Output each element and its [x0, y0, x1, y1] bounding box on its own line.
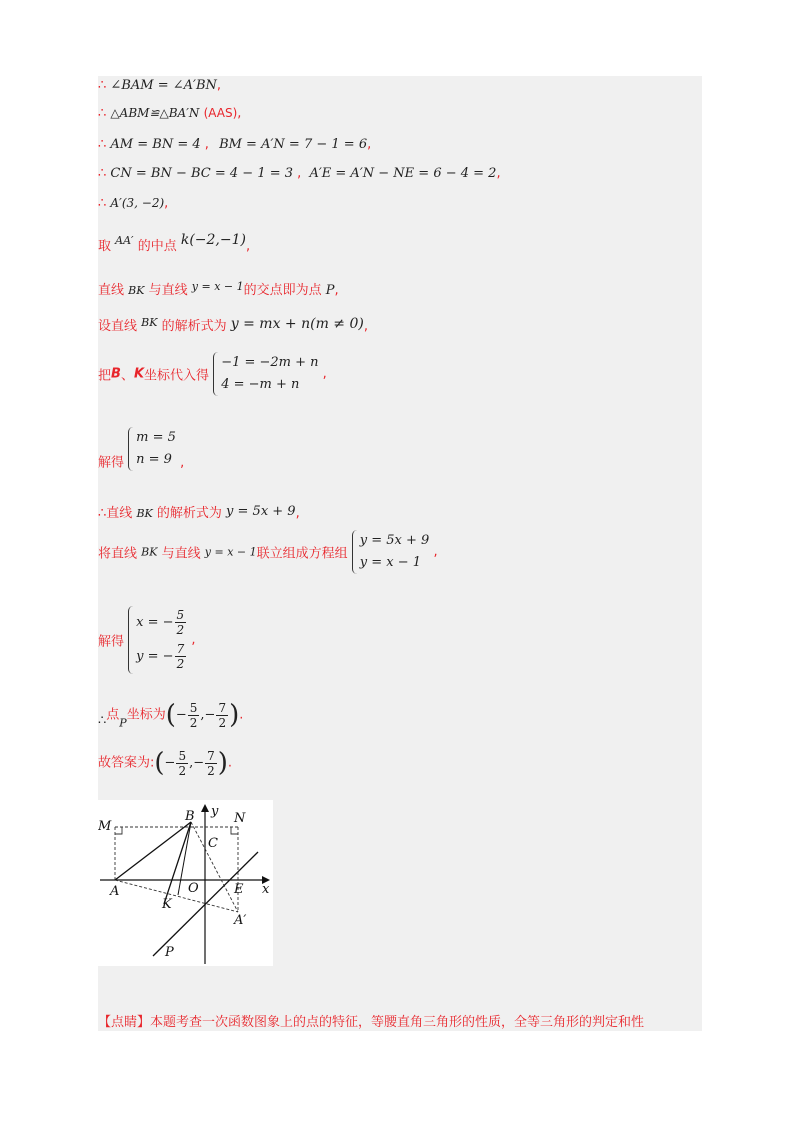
math-expression: BK	[141, 545, 158, 559]
comma: ,	[433, 544, 438, 560]
text: 坐标为	[126, 707, 166, 723]
right-paren: )	[229, 700, 240, 730]
therefore-symbol: ∴	[98, 78, 107, 93]
equation-row: n = 9	[136, 452, 172, 467]
comma: ,	[204, 137, 209, 152]
therefore-symbol: ∴	[98, 506, 107, 521]
comma: ,	[180, 455, 185, 471]
period: .	[239, 707, 244, 723]
equation-row: m = 5	[136, 430, 176, 445]
math-expression: y = x − 1	[204, 545, 257, 559]
label-x: x	[262, 882, 270, 897]
therefore-symbol: ∴	[98, 196, 107, 211]
text: 的中点	[137, 239, 177, 254]
label-b: B	[185, 809, 195, 824]
comma: ,	[297, 166, 302, 181]
fraction: $\frac{7}{2}$	[207, 748, 215, 778]
equation-row: y = − $\frac{7}{2}$	[136, 642, 185, 671]
therefore-symbol: ∴	[98, 166, 107, 181]
left-paren: (	[154, 748, 165, 778]
equation-row: x = − $\frac{5}{2}$	[136, 608, 185, 637]
equation-row: y = 5x + 9	[359, 533, 430, 548]
math-expression: k(−2,−1)	[180, 232, 246, 248]
fraction: $\frac{5}{2}$	[189, 700, 198, 730]
math-expression: △ABM≌△BA′N	[110, 106, 200, 120]
comment-line	[98, 1011, 644, 1030]
text: 解得	[98, 455, 125, 471]
line-bk-formula	[98, 502, 300, 521]
comma: ,	[191, 632, 196, 648]
line-midpoint	[98, 232, 250, 254]
math-expression: y = x − 1	[191, 280, 244, 293]
label-c: C	[208, 836, 218, 851]
text: 、	[120, 368, 134, 384]
comma: ,	[295, 506, 300, 521]
answer-label: 故答案为:	[98, 755, 155, 771]
text: 点	[106, 707, 120, 723]
figure-svg	[98, 800, 273, 966]
text: 的解析式为	[156, 506, 222, 521]
line-solve-xy	[98, 606, 195, 674]
math-expression: BK	[136, 507, 153, 520]
text: 的交点即为点	[243, 283, 322, 298]
math-expression: AA′	[115, 234, 134, 247]
fraction: $\frac{7}{2}$	[176, 642, 185, 671]
comma: ,	[216, 78, 222, 93]
line-intersection	[98, 279, 339, 298]
fraction: $\frac{7}{2}$	[218, 700, 227, 730]
segment-ab	[115, 822, 191, 880]
text: 直线	[106, 506, 133, 521]
label-o: O	[188, 881, 199, 896]
line-solve-mn	[98, 427, 184, 471]
text: 设直线	[98, 319, 138, 334]
math-expression: P	[325, 283, 335, 298]
text: 的解析式为	[161, 319, 227, 334]
equation-system	[128, 606, 187, 674]
math-expression: CN = BN − BC = 4 − 1 = 3	[110, 166, 294, 181]
line-point-a-prime	[98, 196, 168, 211]
line-point-p: ∴点$_P$坐标为(− $\frac{5}{2}$ ,− $\frac{7}{2}$ ).	[98, 700, 244, 730]
math-expression: y = 5x + 9	[226, 504, 296, 519]
point-k: K	[133, 366, 145, 382]
text: 把	[98, 368, 112, 384]
math-expression: A′E = A′N − NE = 6 − 4 = 2	[309, 166, 497, 181]
label-a-prime: A′	[234, 913, 247, 928]
line-substitute	[98, 352, 327, 396]
comma: ,	[334, 283, 339, 298]
label-n: N	[234, 811, 246, 826]
comment-tag: 【点睛】	[98, 1015, 151, 1030]
text: 与直线	[161, 546, 201, 562]
label-m: M	[98, 819, 112, 834]
therefore-symbol: ∴	[98, 106, 107, 121]
brace	[128, 427, 135, 471]
line-congruence	[98, 106, 241, 121]
text: 解得	[98, 634, 125, 650]
comma: ,	[322, 366, 327, 382]
therefore-symbol: ∴	[98, 713, 107, 729]
brace	[128, 606, 135, 674]
label-p: P	[165, 945, 174, 960]
right-angle-mark	[231, 827, 238, 834]
equation-system	[213, 352, 318, 396]
label-k: K	[162, 897, 172, 912]
geometry-figure	[98, 800, 273, 966]
fraction: $\frac{5}{2}$	[178, 748, 187, 778]
aas-note: (AAS)	[203, 106, 238, 120]
math-expression: BK	[128, 284, 145, 297]
line-lengths	[98, 137, 371, 152]
label-y: y	[211, 804, 219, 819]
math-expression: BM = A′N = 7 − 1 = 6	[219, 137, 368, 152]
therefore-symbol: ∴	[98, 137, 107, 152]
line-answer: 故答案为:(− $\frac{5}{2}$ ,− $\frac{7}{2}$ ).	[98, 748, 233, 778]
period: .	[227, 755, 233, 771]
math-expression: P	[119, 716, 127, 730]
math-expression: BK	[141, 316, 158, 329]
text: 坐标代入得	[144, 368, 210, 384]
line-segment-lengths	[98, 166, 501, 181]
equation-row: −1 = −2m + n	[221, 355, 319, 370]
left-paren: (	[165, 700, 176, 730]
label-e: E	[234, 882, 244, 897]
equation-system	[128, 427, 176, 471]
text: 与直线	[148, 283, 188, 298]
comment-text: 本题考查一次函数图象上的点的特征，等腰直角三角形的性质，全等三角形的判定和性	[150, 1015, 645, 1030]
text: 将直线	[98, 546, 138, 562]
math-expression: AM = BN = 4	[110, 137, 201, 152]
line-angle-equality	[98, 78, 221, 93]
segment-a-a-prime	[115, 880, 238, 912]
math-expression: A′(3, −2)	[110, 196, 165, 210]
equation-row: y = x − 1	[359, 555, 422, 570]
equation-row: 4 = −m + n	[221, 377, 300, 392]
label-a: A	[110, 884, 120, 899]
comma: ,	[496, 166, 501, 181]
comma: ,	[237, 106, 242, 121]
comma: ,	[245, 239, 251, 254]
brace	[213, 352, 220, 396]
line-set-bk	[98, 315, 368, 334]
line-combine-system	[98, 530, 438, 574]
text: 取	[98, 239, 112, 254]
brace	[352, 530, 359, 574]
right-paren: )	[217, 748, 228, 778]
text: 联立组成方程组	[256, 546, 348, 562]
text: 直线	[98, 283, 125, 298]
y-axis-arrow-icon	[201, 804, 209, 812]
math-expression: y = mx + n(m ≠ 0)	[230, 316, 364, 332]
comma: ,	[363, 319, 369, 334]
equation-system	[352, 530, 430, 574]
math-expression: ∠BAM = ∠A′BN	[110, 78, 217, 93]
right-angle-mark	[115, 827, 122, 834]
point-b: B	[111, 366, 121, 382]
comma: ,	[367, 137, 372, 152]
segment-bk	[164, 822, 191, 904]
comma: ,	[164, 196, 169, 211]
fraction: $\frac{5}{2}$	[176, 608, 185, 637]
